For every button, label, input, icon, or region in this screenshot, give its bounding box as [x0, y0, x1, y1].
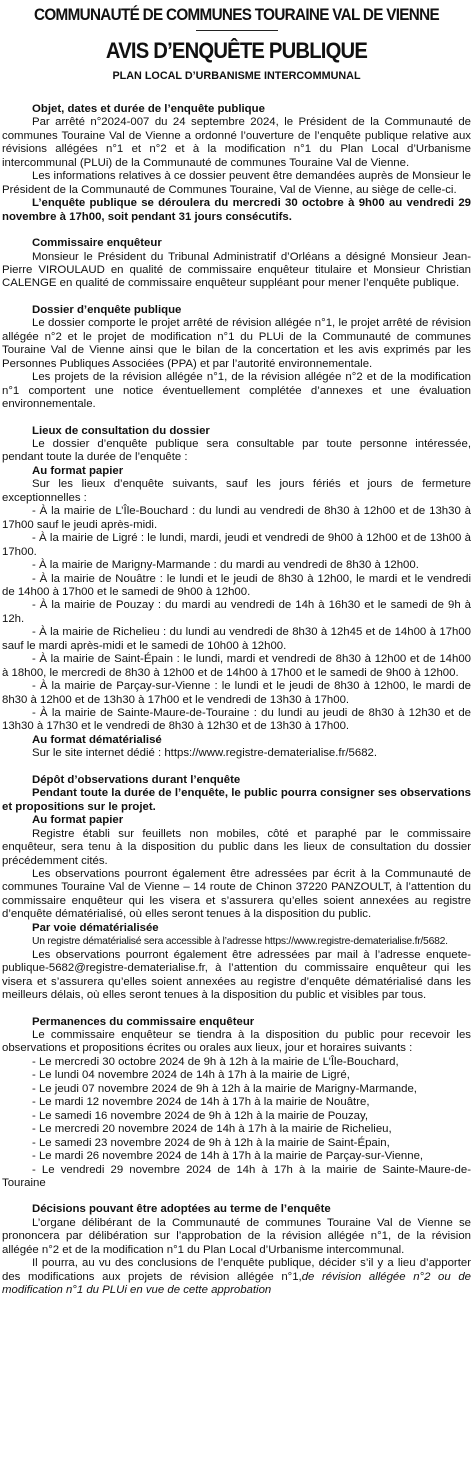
paragraph: L’organe délibérant de la Communauté de communes Touraine Val de Vienne se prononcera par délibération sur l’approbation de la révision allégée n°1, de la révision allégée n°2 et de la modification n°1 du Plan Local d’Urbanisme intercommunal. — [2, 1216, 471, 1256]
list-item: - Le samedi 16 novembre 2024 de 9h à 12h à la mairie de Pouzay, — [32, 1109, 369, 1122]
paragraph-text: Il pourra, au vu des conclusions de l’enquête publique, décider s’il y a lieu d’apporter des modifications aux projets de révision allégée n°1, — [2, 1257, 471, 1283]
section-consultation-places — [2, 425, 471, 761]
paragraph: Monsieur le Président du Tribunal Administratif d’Orléans a désigné Monsieur Jean-Pierre VIROULAUD en qualité de commissaire enquêteur titulaire et Monsieur Christian CALENGE en qualité de commissaire enquêteur suppléant pour mener l’enquête publique. — [2, 250, 471, 290]
paragraph: Les observations pourront également être adressées par écrit à la Communauté de communes Touraine Val de Vienne – 14 route de Chinon 37220 PANZOULT, à l’attention du commissaire enquêteur qui les visera et s’assurera qu’elles soient annexées au registre d’enquête dématérialisé, où elles seront tenues à la disposition du public. — [2, 868, 471, 921]
list-item: - Le samedi 23 novembre 2024 de 9h à 12h à la mairie de Saint-Épain, — [32, 1136, 390, 1149]
notice-title: AVIS D’ENQUÊTE PUBLIQUE — [105, 38, 368, 63]
list-item: - À la mairie de Ligré : le lundi, mardi, jeudi et vendredi de 9h00 à 12h00 et de 13h00 à 17h00. — [2, 532, 471, 558]
section-title: Lieux de consultation du dossier — [32, 424, 210, 437]
heading-divider — [196, 30, 278, 31]
section-object-dates — [2, 103, 471, 224]
list-item: - À la mairie de Saint-Épain : le lundi, mardi et vendredi de 8h30 à 12h00 et de 14h00 à 18h00, le mercredi de 8h30 à 12h00 et de 14h00 à 17h00 et le samedi de 9h00 à 12h00. — [2, 653, 471, 679]
notice-subtitle: PLAN LOCAL D’URBANISME INTERCOMMUNAL — [112, 70, 361, 82]
paragraph: Par arrêté n°2024-007 du 24 septembre 2024, le Président de la Communauté de communes Touraine Val de Vienne a ordonné l’ouverture de l’enquête publique relative aux révisions allégées n°1 et n°2 et à la modification n°1 du Plan Local d’Urbanisme intercommunal (PLUi) de la Communauté de communes Touraine Val de Vienne. — [2, 116, 471, 169]
list-item: - À la mairie de Marigny-Marmande : du mardi au vendredi de 8h30 à 12h00. — [32, 559, 419, 572]
section-decisions — [2, 1203, 471, 1297]
subsection-title: Par voie dématérialisée — [32, 921, 159, 934]
section-title: Dossier d’enquête publique — [32, 303, 182, 316]
paragraph: Pendant toute la durée de l’enquête, le public pourra consigner ses observations et propositions sur le projet. — [2, 787, 471, 813]
paragraph: Sur les lieux d’enquête suivants, sauf les jours fériés et jours de fermeture exceptionnelles : — [2, 478, 471, 504]
paragraph: Les projets de la révision allégée n°1, de la révision allégée n°2 et de la modification n°1 comportent une notice éventuellement complétée d’annexes et une évaluation environnementale. — [2, 371, 471, 411]
section-inquiry-file — [2, 304, 471, 412]
list-item: - À la mairie de Nouâtre : le lundi et le jeudi de 8h30 à 12h00, le mardi et le vendredi de 14h00 à 17h00 et le samedi de 9h00 à 12h00. — [2, 572, 471, 598]
list-item: - À la mairie de Pouzay : du mardi au vendredi de 14h à 16h30 et le samedi de 9h à 12h. — [2, 599, 471, 625]
inquiry-period-statement: L’enquête publique se déroulera du mercredi 30 octobre à 9h00 au vendredi 29 novembre à 17h00, soit pendant 31 jours consécutifs. — [2, 197, 471, 223]
list-item: - Le mercredi 20 novembre 2024 de 14h à 17h à la mairie de Richelieu, — [32, 1123, 392, 1136]
website-paragraph: Sur le site internet dédié : https://www.registre-dematerialise.fr/5682. — [32, 747, 378, 760]
list-item: - Le vendredi 29 novembre 2024 de 14h à 17h à la mairie de Sainte-Maure-de-Touraine — [2, 1163, 471, 1189]
list-item: - À la mairie de Richelieu : du lundi au vendredi de 8h30 à 12h45 et de 14h00 à 17h00 sauf le mardi après-midi et le samedi de 10h00 à 12h00. — [2, 626, 471, 652]
list-item: - Le mardi 12 novembre 2024 de 14h à 17h à la mairie de Nouâtre, — [32, 1096, 370, 1109]
list-item: - À la mairie de Sainte-Maure-de-Touraine : du lundi au jeudi de 8h30 à 12h30 et de 13h30 à 17h30 et le vendredi de 8h30 à 12h30 et de 13h30 à 17h00. — [2, 707, 471, 733]
subsection-title: Au format dématérialisé — [32, 733, 162, 746]
paragraph: Registre établi sur feuillets non mobiles, côté et paraphé par le commissaire enquêteur, sera tenu à la disposition du public dans les lieux de consultation du dossier précédemment cités. — [2, 827, 471, 867]
list-item: - À la mairie de Parçay-sur-Vienne : le lundi et le jeudi de 8h30 à 12h00, le mardi de 8h30 à 12h00 et de 13h30 à 17h00 et le vendredi de 13h30 à 17h00. — [2, 680, 471, 706]
list-item: - Le mardi 26 novembre 2024 de 14h à 17h à la mairie de Parçay-sur-Vienne, — [32, 1150, 424, 1163]
email-paragraph: Les observations pourront également être adressées par mail à l’adresse enquete-publique-5682@registre-dematerialise.fr, à l’attention du commissaire enquêteur qui les visera et s’assurera qu’elles soient annexées au registre d’enquête dématérialisé dans les meilleurs délais, où elles seront tenues à la disposition du public et visibles par tous. — [2, 948, 471, 1002]
registry-url-paragraph: Un registre dématérialisé sera accessible à l’adresse https://www.registre-dematerialise.fr/5682. — [32, 936, 448, 948]
section-commissioner — [2, 237, 471, 291]
section-title: Commissaire enquêteur — [32, 237, 162, 250]
paragraph-italic-text: de révision allégée n°2 ou de modification n°1 du PLUi en vue de cette approbation — [2, 1270, 471, 1297]
section-title: Dépôt d’observations durant l’enquête — [32, 773, 241, 786]
list-item: - Le jeudi 07 novembre 2024 de 9h à 12h à la mairie de Marigny-Marmande, — [32, 1082, 417, 1095]
paragraph: Le dossier d’enquête publique sera consultable par toute personne intéressée, pendant toute la durée de l’enquête : — [2, 437, 471, 464]
paragraph: Les informations relatives à ce dossier peuvent être demandées auprès de Monsieur le Président de la Communauté de Communes Touraine, Val de Vienne, au siège de celle-ci. — [2, 170, 471, 196]
section-title: Objet, dates et durée de l’enquête publique — [32, 103, 265, 115]
list-item: - À la mairie de L’Île-Bouchard : du lundi au vendredi de 8h30 à 12h00 et de 13h30 à 17h00 sauf le jeudi après-midi. — [2, 505, 471, 531]
organization-heading: COMMUNAUTÉ DE COMMUNES TOURAINE VAL DE VIENNE — [34, 5, 439, 24]
section-title: Décisions pouvant être adoptées au terme de l’enquête — [32, 1203, 331, 1216]
section-permanences — [2, 1016, 471, 1191]
section-title: Permanences du commissaire enquêteur — [32, 1015, 255, 1028]
list-item: - Le mercredi 30 octobre 2024 de 9h à 12h à la mairie de L’Île-Bouchard, — [32, 1055, 399, 1068]
list-item: - Le lundi 04 novembre 2024 de 14h à 17h à la mairie de Ligré, — [32, 1069, 350, 1082]
paragraph — [2, 1257, 471, 1297]
subsection-title: Au format papier — [32, 464, 124, 477]
section-observations — [2, 774, 471, 1003]
paragraph: Le commissaire enquêteur se tiendra à la disposition du public pour recevoir les observations et propositions écrites ou orales aux lieux, jour et horaires suivants : — [2, 1029, 471, 1055]
paragraph: Le dossier comporte le projet arrêté de révision allégée n°1, le projet arrêté de révision allégée n°2 et le projet de modification n°1 du PLUi de la Communauté de communes Touraine Val de Vienne ainsi que le bilan de la concertation et les avis exprimés par les Personnes Publiques Associées (PPA) et par l’autorité environnementale. — [2, 317, 471, 370]
subsection-title: Au format papier — [32, 814, 124, 827]
